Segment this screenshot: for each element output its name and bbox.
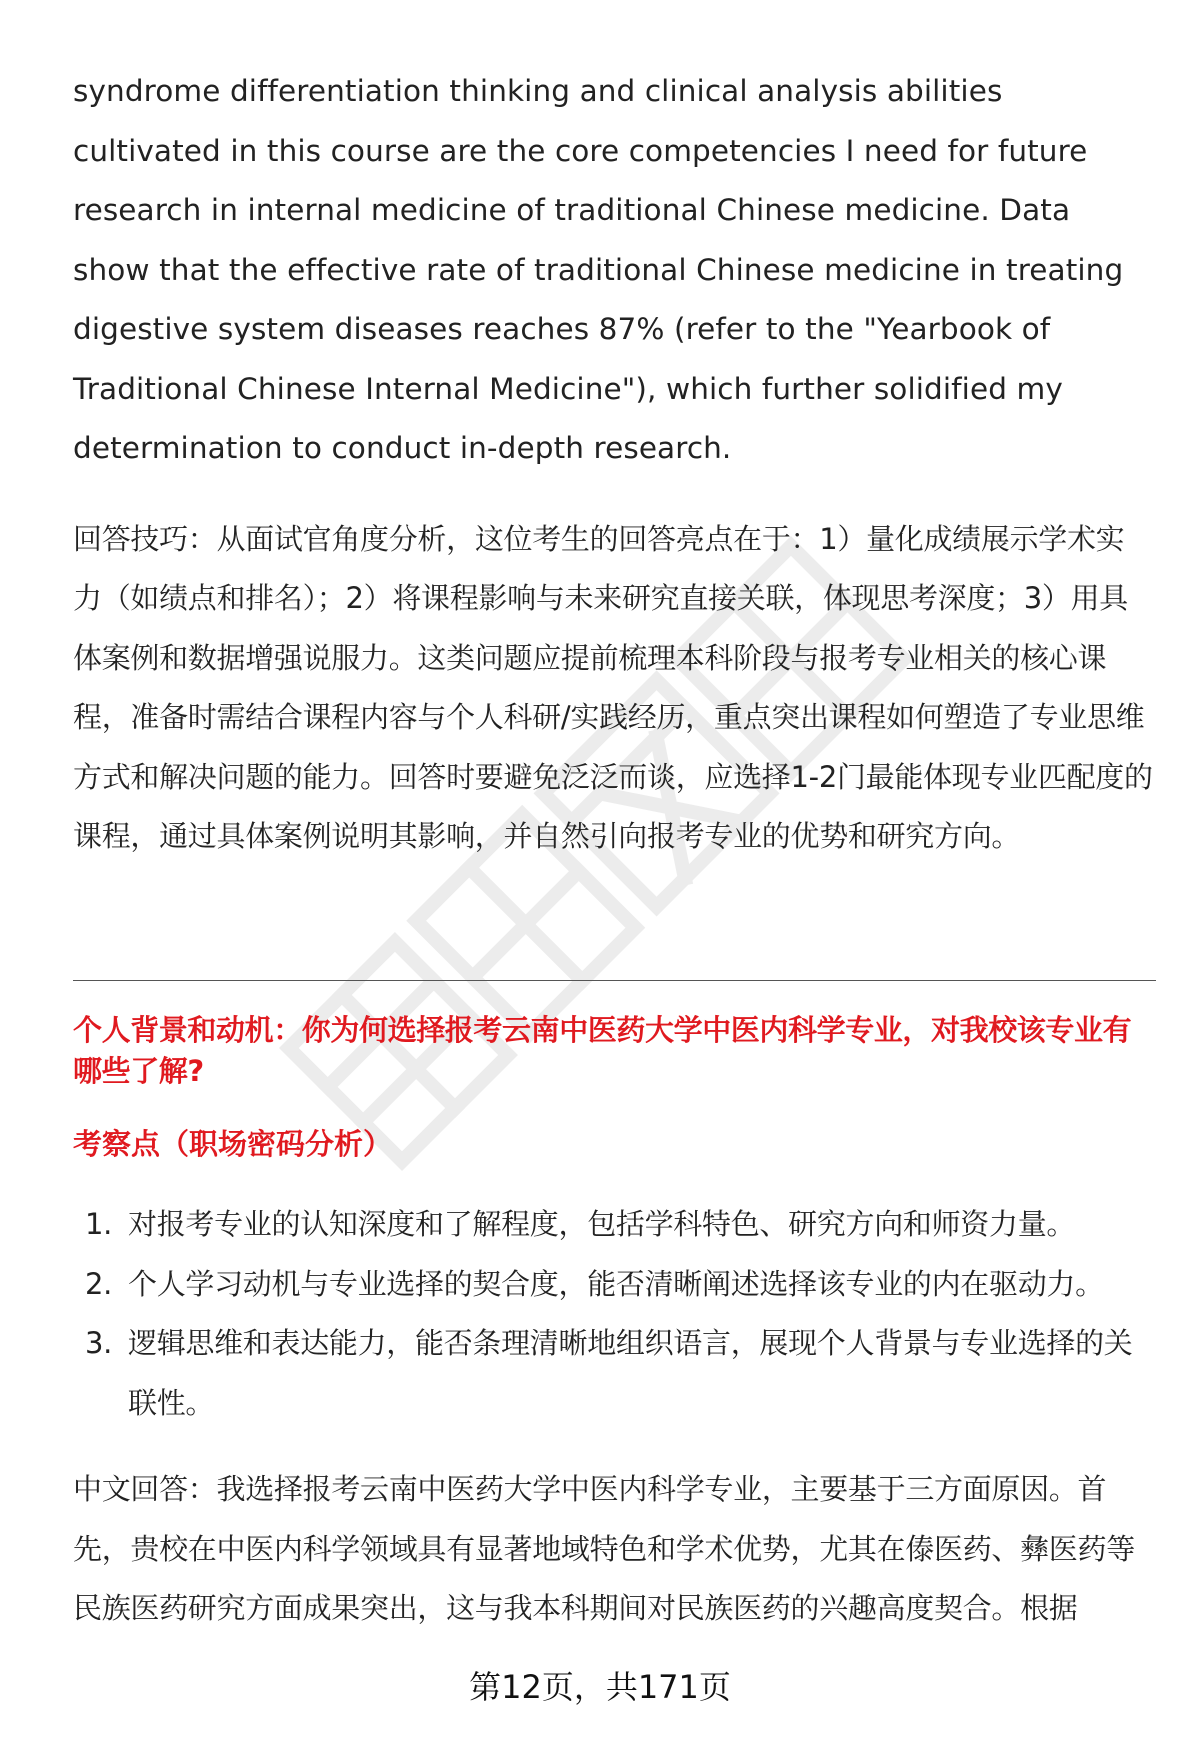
intro-paragraph: syndrome differentiation thinking and clinical analysis abilities cultivated in this course are the core competencies I need for future research in internal medicine of traditional Chinese medicine. Data show that the effective rate of traditional Chinese medicine in treating digestive system diseases reaches 87% (refer to the "Yearbook of Traditional Chinese Internal Medicine"), which further solidified my determination to conduct in-depth research. <box>73 74 1124 465</box>
answer-tips-paragraph <box>73 510 1153 867</box>
document-body <box>73 62 1153 867</box>
chinese-answer-paragraph <box>73 1460 1158 1639</box>
list-item <box>73 1255 1158 1315</box>
page-number-footer: 第12页，共171页 <box>469 1668 731 1706</box>
answer-tips-text: 从面试官角度分析，这位考生的回答亮点在于：1）量化成绩展示学术实力（如绩点和排名）；2）将课程影响与未来研究直接关联，体现思考深度；3）用具体案例和数据增强说服力。这类问题应提前梳理本科阶段与报考专业相关的核心课程，准备时需结合课程内容与个人科研/实践经历，重点突出课程如何塑造了专业思维方式和解决问题的能力。回答时要避免泛泛而谈，应选择1-2门最能体现专业匹配度的课程，通过具体案例说明其影响，并自然引向报考专业的优势和研究方向。 <box>73 521 1153 853</box>
list-item <box>73 1195 1158 1255</box>
list-item-text: 对报考专业的认知深度和了解程度，包括学科特色、研究方向和师资力量。 <box>128 1207 1076 1241</box>
focus-heading: 考察点（职场密码分析） <box>73 1127 393 1161</box>
chinese-answer-label: 中文回答： <box>73 1472 217 1506</box>
answer-tips-label: 回答技巧： <box>73 521 217 556</box>
list-item <box>73 1314 1158 1433</box>
list-item-text: 逻辑思维和表达能力，能否条理清晰地组织语言，展现个人背景与专业选择的关联性。 <box>128 1326 1133 1420</box>
question-heading: 个人背景和动机：你为何选择报考云南中医药大学中医内科学专业，对我校该专业有哪些了解? <box>73 1013 1132 1088</box>
section-divider <box>73 980 1156 981</box>
focus-points-list <box>73 1195 1158 1433</box>
list-item-number: 3. <box>85 1326 113 1360</box>
list-item-number: 2. <box>85 1266 113 1301</box>
list-item-text: 个人学习动机与专业选择的契合度，能否清晰阐述选择该专业的内在驱动力。 <box>128 1266 1104 1301</box>
list-item-number: 1. <box>85 1207 113 1241</box>
chinese-answer-text: 我选择报考云南中医药大学中医内科学专业，主要基于三方面原因。首先，贵校在中医内科学领域具有显著地域特色和学术优势，尤其在傣医药、彝医药等民族医药研究方面成果突出，这与我本科期间对民族医药的兴趣高度契合。根据 <box>73 1472 1135 1625</box>
